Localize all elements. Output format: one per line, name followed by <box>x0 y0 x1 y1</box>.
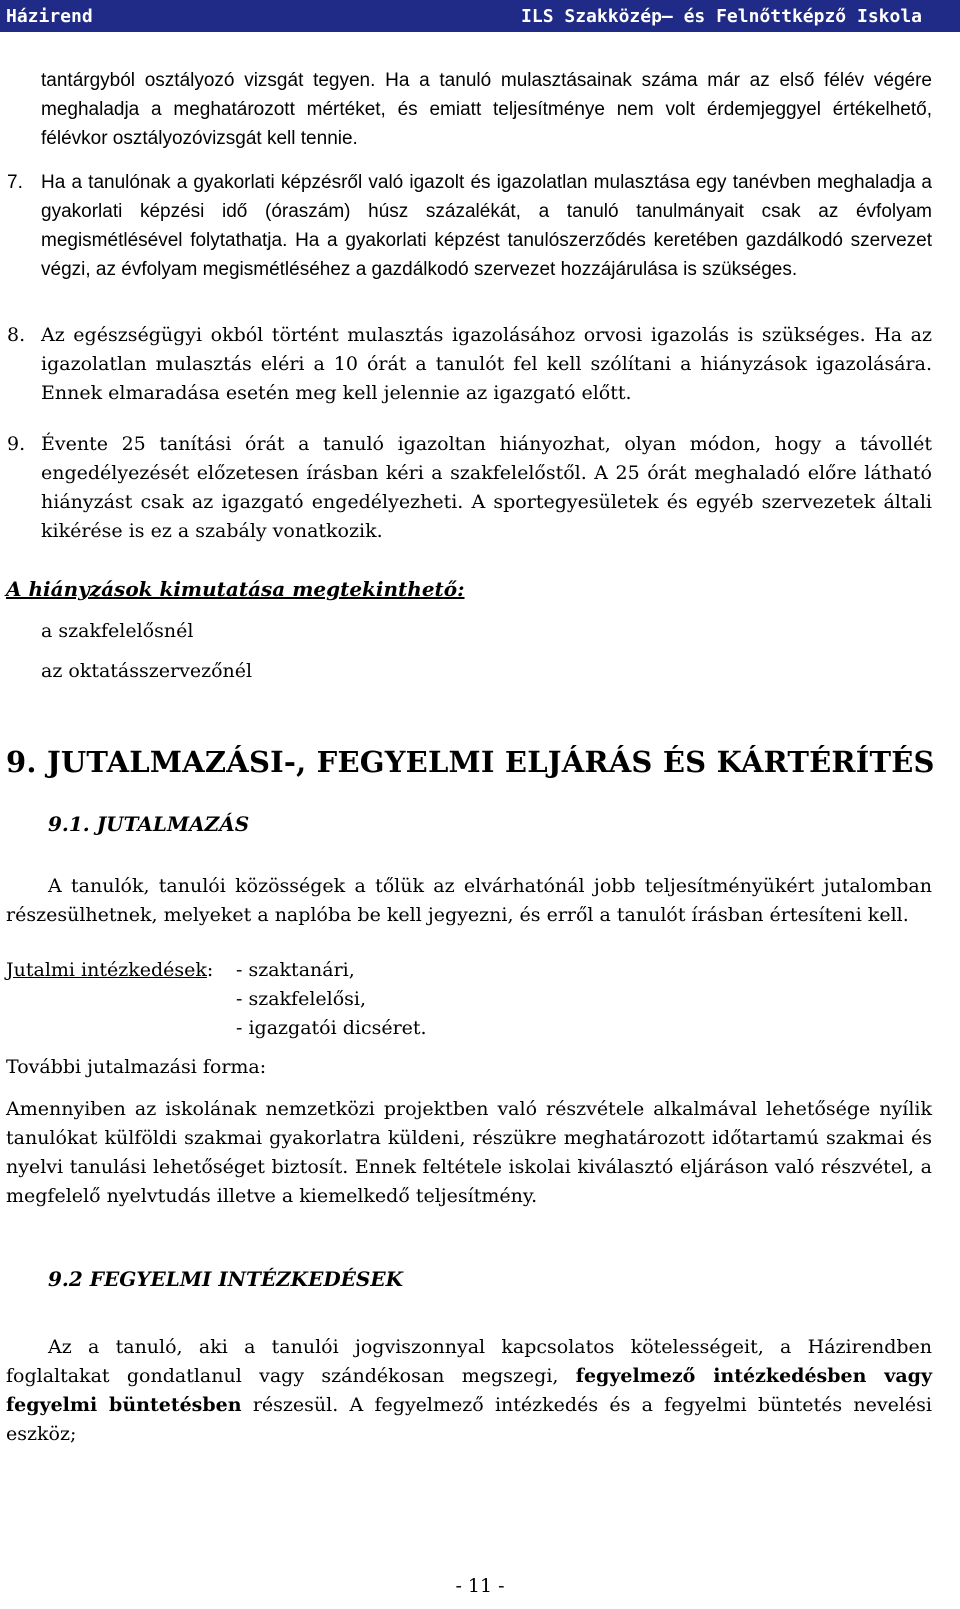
rule-item-text: Évente 25 tanítási órát a tanuló igazoltan hiányozhat, olyan módon, hogy a távollét engedélyezését előzetesen írásban kéri a szakfelelőstől. A 25 órát meghaladó előre látható hiányzást csak az igazgató engedélyezheti. A sportegyesületek és egyéb szervezetek általi kikérése is ez a szabály vonatkozik. <box>41 433 932 542</box>
discipline-paragraph-end: részesül. A fegyelmező intézkedés és a fegyelmi büntetés nevelési eszköz; <box>6 1394 932 1445</box>
absence-place-1: a szakfelelősnél <box>41 620 194 642</box>
rule-item-number: 9. <box>7 433 26 455</box>
section-9-1-title: 9.1. JUTALMAZÁS <box>48 812 250 836</box>
reward-measure-item: - igazgatói dicséret. <box>236 1017 427 1039</box>
reward-measures-label-colon: : <box>206 959 214 981</box>
absence-heading: A hiányzások kimutatása megtekinthető: <box>6 577 465 601</box>
other-reward-label: További jutalmazási forma: <box>6 1056 267 1078</box>
discipline-paragraph <box>6 1333 932 1449</box>
discipline-paragraph-bold: fegyelmező intézkedésben vagy fegyelmi büntetésben <box>6 1365 932 1416</box>
page-number: - 11 - <box>455 1575 505 1597</box>
rule-item-7 <box>7 168 932 284</box>
rule-item-number: 7. <box>7 172 23 193</box>
rule-item-text: Az egészségügyi okból történt mulasztás igazolásához orvosi igazolás is szükséges. Ha az igazolatlan mulasztás eléri a 10 órát a tanulót fel kell szólítani a hiányzások igazolására. Ennek elmaradása esetén meg kell jelennie az igazgató előtt. <box>41 324 932 404</box>
rule-item-8 <box>7 321 932 408</box>
reward-measure-item: - szakfelelősi, <box>236 988 367 1010</box>
section-9-2-title: 9.2 FEGYELMI INTÉZKEDÉSEK <box>48 1267 403 1291</box>
reward-measure-item: - szaktanári, <box>236 959 355 981</box>
reward-paragraph: A tanulók, tanulói közösségek a tőlük az elvárhatónál jobb teljesítményükért jutalomban részesülhetnek, melyeket a naplóba be kell jegyezni, és erről a tanulót írásban értesíteni kell. <box>6 875 932 926</box>
discipline-paragraph-start: Az a tanuló, aki a tanulói jogviszonnyal kapcsolatos kötelességeit, a Házirendben foglaltakat gondatlanul vagy szándékosan megszegi, <box>6 1336 932 1387</box>
header-document-title: Házirend <box>6 6 93 27</box>
page-header <box>0 0 960 32</box>
absence-place-2: az oktatásszervezőnél <box>41 660 253 682</box>
intro-paragraph: tantárgyból osztályozó vizsgát tegyen. Ha a tanuló mulasztásainak száma már az első félév végére meghaladja a meghatározott mértéket, és emiatt teljesítménye nem volt érdemjeggyel értékelhető, félévkor osztályozóvizsgát kell tennie. <box>41 70 932 149</box>
rule-item-9 <box>7 430 932 546</box>
rule-item-text: Ha a tanulónak a gyakorlati képzésről való igazolt és igazolatlan mulasztása egy tanévben meghaladja a gyakorlati képzési idő (óraszám) húsz százalékát, a tanuló tanulmányait csak az évfolyam megismétlésével folytathatja. Ha a gyakorlati képzést tanulószerződés keretében gazdálkodó szervezet végzi, az évfolyam megismétléséhez a gazdálkodó szervezet hozzájárulása is szükséges. <box>41 172 932 280</box>
reward-measures-label-text: Jutalmi intézkedések <box>6 959 207 981</box>
section-9-title: 9. JUTALMAZÁSI-, FEGYELMI ELJÁRÁS ÉS KÁRTÉRÍTÉS <box>6 745 935 779</box>
header-school-name: ILS Szakközép– és Felnőttképző Iskola <box>521 6 922 27</box>
rule-item-number: 8. <box>7 324 26 346</box>
reward-measures-label <box>6 956 213 985</box>
other-reward-paragraph: Amennyiben az iskolának nemzetközi projektben való részvétele alkalmával lehetősége nyílik tanulókat külföldi szakmai gyakorlatra küldeni, részükre meghatározott időtartamú szakmai és nyelvi tanulási lehetőséget biztosít. Ennek feltétele iskolai kiválasztó eljáráson való részvétel, a megfelelő nyelvtudás illetve a kiemelkedő teljesítmény. <box>6 1098 932 1207</box>
